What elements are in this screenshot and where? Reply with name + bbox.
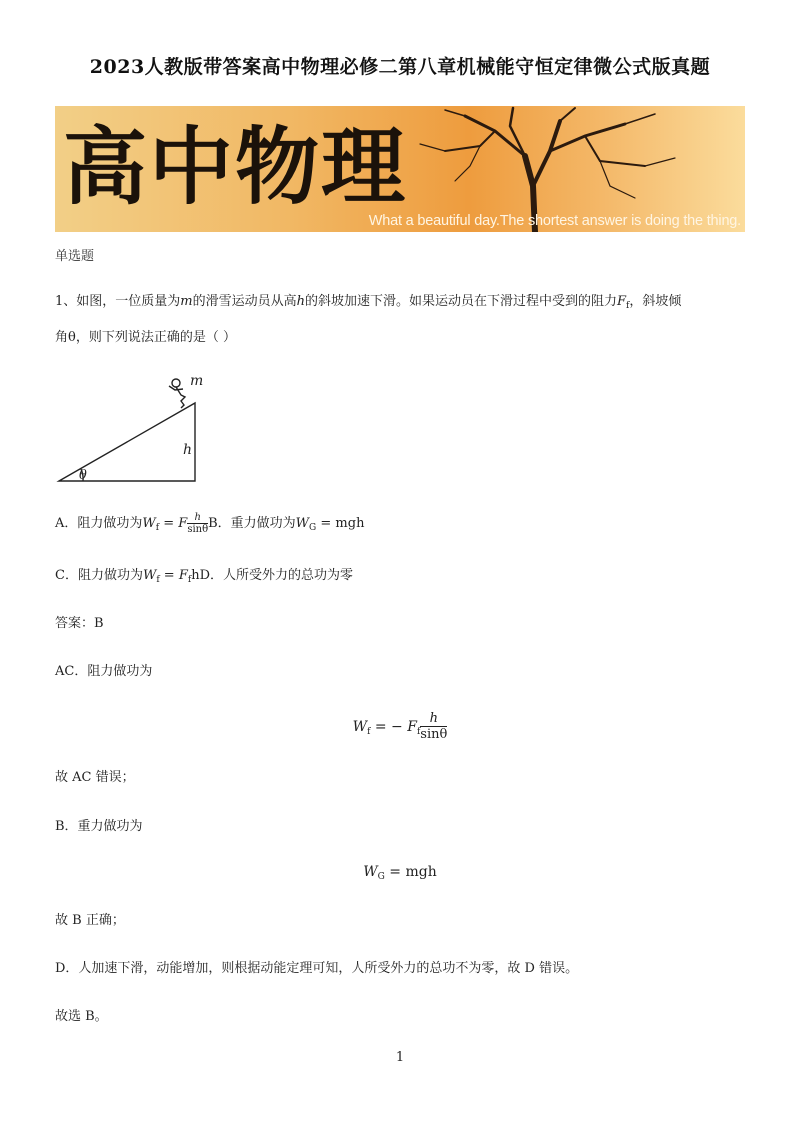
subscript-f: f [156, 575, 160, 585]
subscript-f: f [626, 301, 630, 311]
option-c-d [55, 566, 353, 590]
symbol-W: W [142, 516, 156, 531]
document-title: 2023人教版带答案高中物理必修二第八章机械能守恒定律微公式版真题 [89, 56, 711, 78]
explain-b-right: 故 B 正确； [55, 913, 125, 928]
question-line-1 [55, 292, 755, 316]
banner-motto: What a beautiful day.The shortest answer is doing the thing. [368, 213, 741, 229]
equals-sign: = [316, 516, 336, 531]
fraction [420, 712, 447, 742]
answer-line: 答案：B [55, 616, 104, 631]
fraction-denominator: sinθ [420, 727, 448, 742]
final-answer: 故选 B。 [55, 1009, 108, 1024]
fraction-numerator: h [429, 711, 438, 726]
subscript-G: G [377, 872, 385, 882]
section-label: 单选题 [55, 249, 95, 264]
fraction-numerator: h [194, 512, 201, 523]
equals-sign: = [159, 568, 179, 583]
question-text: 的滑雪运动员从高 [192, 294, 297, 309]
fraction [187, 512, 208, 535]
equation-rest: = mgh [384, 864, 437, 880]
variable-F: F [617, 294, 627, 309]
subscript-f: f [416, 727, 421, 737]
symbol-F: F [407, 719, 417, 735]
header-banner-image [55, 106, 745, 232]
explain-d-line: D．人加速下滑，动能增加，则根据动能定理可知，人所受外力的总功不为零，故 D 错误。 [55, 961, 579, 976]
symbol-W: W [363, 864, 378, 880]
figure-label-m: m [190, 373, 204, 389]
explain-ac-head: AC．阻力做功为 [55, 664, 153, 679]
equals-sign: = [159, 516, 179, 531]
subscript-G: G [309, 523, 317, 533]
option-c-text: C．阻力做功为 [55, 568, 143, 583]
option-b-text: B．重力做功为 [208, 516, 296, 531]
symbol-W: W [352, 719, 368, 735]
question-text: 的斜坡加速下滑。如果运动员在下滑过程中受到的阻力 [305, 294, 618, 309]
option-d-text: hD．人所受外力的总功为零 [191, 568, 354, 583]
banner-title: 高中物理 [63, 117, 408, 216]
symbol-W: W [295, 516, 310, 531]
explain-b-head: B．重力做功为 [55, 819, 143, 834]
question-text: 1、如图，一位质量为 [55, 294, 181, 309]
subscript-f: f [155, 523, 160, 533]
symbol-F: F [178, 568, 188, 583]
fraction-denominator: sinθ [187, 524, 209, 535]
figure-label-theta: θ [79, 468, 87, 483]
figure-label-h: h [183, 442, 193, 458]
symbol-F: F [178, 516, 188, 531]
mgh-text: mgh [335, 516, 365, 531]
question-line-2: 角θ，则下列说法正确的是（ ） [55, 330, 236, 345]
incline-figure [55, 368, 215, 486]
variable-m: m [180, 294, 193, 309]
subscript-f: f [187, 575, 192, 585]
option-a-b [55, 512, 364, 538]
explain-ac-wrong: 故 AC 错误； [55, 770, 135, 785]
page-number: 1 [395, 1050, 405, 1065]
equation-work-friction [0, 712, 800, 742]
equals-minus: = − [370, 719, 408, 735]
option-a-text: A．阻力做功为 [55, 516, 143, 531]
question-text: ，斜坡倾 [629, 294, 682, 309]
symbol-W: W [142, 568, 157, 583]
subscript-f: f [367, 727, 371, 737]
equation-work-gravity [0, 864, 800, 882]
variable-h: h [296, 294, 305, 309]
